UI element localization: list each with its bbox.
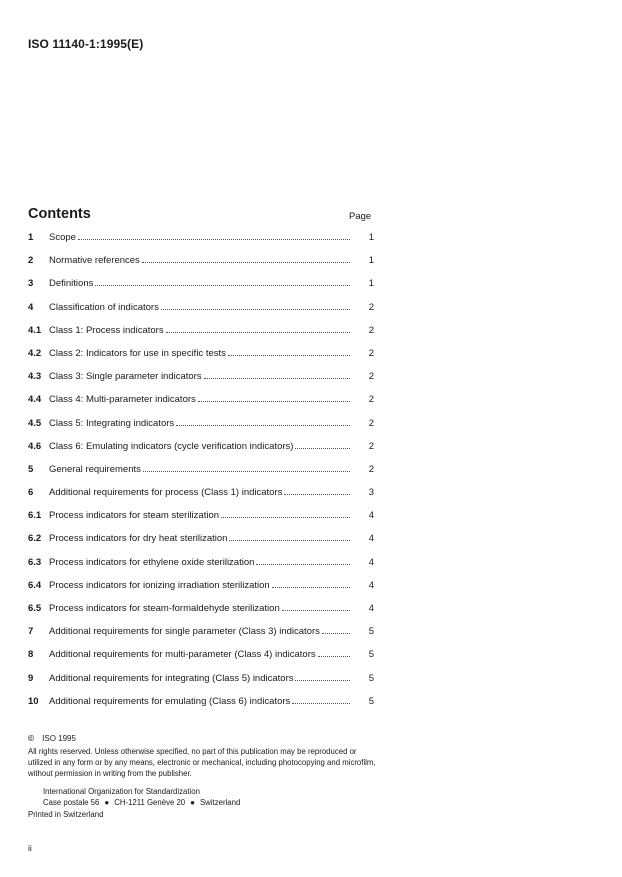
toc-entry-page: 5	[368, 695, 374, 707]
toc-entry-title: Additional requirements for emulating (Class 6) indicators	[49, 695, 291, 707]
toc-entry	[28, 649, 374, 672]
toc-entry-number: 4.1	[28, 324, 42, 336]
toc-entry-page: 5	[368, 626, 374, 638]
toc-dot-leader	[228, 355, 350, 356]
toc-entry-title: Additional requirements for single parameter (Class 3) indicators	[49, 626, 320, 638]
bullet-icon: ●	[104, 798, 110, 807]
address-city: CH-1211 Genève 20	[114, 798, 186, 807]
toc-entry	[28, 487, 374, 510]
toc-entry-number: 4.5	[28, 417, 42, 429]
toc-entry-page: 1	[368, 255, 374, 267]
toc-entry	[28, 302, 374, 325]
toc-dot-leader	[229, 540, 350, 541]
toc-entry	[28, 464, 374, 487]
toc-dot-leader	[142, 262, 350, 263]
toc-entry-title: Class 3: Single parameter indicators	[49, 371, 202, 383]
copyright-symbol: ©	[28, 734, 34, 743]
toc-entry-page: 2	[368, 324, 374, 336]
toc-entry-number: 6.5	[28, 603, 42, 614]
toc-entry-title: Additional requirements for integrating (Class 5) indicators	[49, 672, 294, 684]
organization-address	[43, 797, 240, 808]
toc-entry-page: 2	[368, 301, 374, 313]
toc-entry	[28, 441, 374, 464]
toc-entry-number: 1	[28, 232, 34, 243]
toc-dot-leader	[198, 401, 350, 402]
toc-entry-title: Normative references	[49, 255, 140, 267]
toc-dot-leader	[318, 656, 350, 657]
toc-entry-number: 10	[28, 695, 39, 707]
page-folio: ii	[28, 843, 32, 853]
toc-entry-number: 8	[28, 649, 34, 661]
toc-entry-page: 4	[368, 556, 374, 568]
toc-entry-page: 2	[368, 463, 374, 475]
toc-dot-leader	[143, 471, 350, 472]
toc-entry-page: 5	[368, 672, 374, 684]
address-country: Switzerland	[199, 798, 241, 807]
toc-dot-leader	[176, 425, 350, 426]
toc-dot-leader	[292, 703, 350, 704]
toc-entry-number: 3	[28, 278, 34, 290]
toc-entry-page: 2	[368, 417, 374, 429]
toc-entry-title: Additional requirements for process (Class 1) indicators	[49, 487, 283, 499]
toc-dot-leader	[272, 587, 350, 588]
toc-entry-number: 5	[28, 463, 34, 475]
toc-entry-title: Process indicators for ionizing irradiation sterilization	[49, 579, 270, 591]
toc-entry-page: 4	[368, 579, 374, 591]
rights-statement: All rights reserved. Unless otherwise specified, no part of this publication may be reproduced or utilized in any form or by any means, electronic or mechanical, including photocopying and microfilm, without permission in writing from the publisher.	[28, 747, 376, 778]
toc-entry-title: Process indicators for ethylene oxide sterilization	[49, 556, 255, 568]
toc-entry-title: Class 4: Multi-parameter indicators	[49, 394, 196, 406]
toc-entry	[28, 325, 374, 348]
toc-entry-page: 2	[368, 371, 374, 383]
toc-dot-leader	[221, 517, 350, 518]
toc-entry-title: Class 2: Indicators for use in specific tests	[49, 347, 226, 359]
toc-entry	[28, 278, 374, 301]
copyright-text: ISO 1995	[42, 734, 76, 743]
toc-entry	[28, 533, 374, 556]
toc-dot-leader	[295, 680, 350, 681]
toc-entry-title: Class 5: Integrating indicators	[49, 417, 175, 429]
organization-name: International Organization for Standardization	[43, 787, 200, 796]
toc-dot-leader	[322, 633, 350, 634]
toc-entry	[28, 348, 374, 371]
toc-dot-leader	[256, 564, 350, 565]
toc-entry	[28, 673, 374, 696]
toc-entry-number: 7	[28, 626, 34, 638]
toc-entry-page: 4	[368, 510, 374, 522]
toc-entry-number: 6.1	[28, 510, 42, 522]
toc-entry-page: 2	[368, 440, 374, 452]
toc-entry-page: 1	[368, 232, 374, 243]
toc-entry-title: Class 1: Process indicators	[49, 324, 164, 336]
toc-dot-leader	[284, 494, 350, 495]
toc-entry	[28, 510, 374, 533]
toc-dot-leader	[78, 239, 350, 240]
toc-entry-page: 5	[368, 649, 374, 661]
toc-entry-title: Definitions	[49, 278, 94, 290]
toc-entry-title: Process indicators for steam-formaldehyde sterilization	[49, 603, 280, 614]
toc-dot-leader	[282, 610, 350, 611]
printed-in: Printed in Switzerland	[28, 810, 104, 819]
toc-entry	[28, 557, 374, 580]
toc-dot-leader	[95, 285, 350, 286]
toc-entry-number: 6.2	[28, 533, 42, 545]
toc-entry-number: 4.3	[28, 371, 42, 383]
toc-entry-title: Scope	[49, 232, 76, 243]
toc-entry	[28, 580, 374, 603]
toc-entry-page: 2	[368, 394, 374, 406]
toc-entry-page: 2	[368, 347, 374, 359]
toc-entry	[28, 371, 374, 394]
toc-entry-number: 4.4	[28, 394, 42, 406]
toc-entry-page: 3	[368, 487, 374, 499]
toc-entry-page: 4	[368, 603, 374, 614]
toc-entry	[28, 696, 374, 719]
page-column-header: Page	[349, 211, 372, 222]
copyright-line	[28, 734, 76, 743]
toc-entry-title: Class 6: Emulating indicators (cycle verification indicators)	[49, 440, 294, 452]
toc-entry-page: 1	[368, 278, 374, 290]
toc-entry	[28, 255, 374, 278]
toc-dot-leader	[166, 332, 350, 333]
toc-entry-number: 4	[28, 301, 34, 313]
toc-dot-leader	[161, 309, 350, 310]
toc-dot-leader	[204, 378, 350, 379]
toc-entry-page: 4	[368, 533, 374, 545]
table-of-contents	[28, 232, 374, 719]
toc-entry-title: Process indicators for dry heat sterilization	[49, 533, 228, 545]
toc-entry-title: Additional requirements for multi-parameter (Class 4) indicators	[49, 649, 316, 661]
bullet-icon: ●	[190, 798, 195, 807]
toc-entry-title: General requirements	[49, 463, 141, 475]
address-postbox: Case postale 56	[43, 798, 100, 807]
toc-entry-number: 6	[28, 487, 34, 499]
toc-entry	[28, 232, 374, 255]
toc-entry-title: Process indicators for steam sterilization	[49, 510, 220, 522]
document-id: ISO 11140-1:1995(E)	[28, 37, 144, 51]
toc-entry-number: 2	[28, 255, 34, 267]
toc-entry	[28, 626, 374, 649]
toc-entry-number: 4.2	[28, 347, 42, 359]
toc-entry	[28, 418, 374, 441]
toc-entry-number: 4.6	[28, 440, 42, 452]
contents-title: Contents	[28, 206, 91, 222]
toc-entry-number: 6.4	[28, 579, 42, 591]
toc-entry	[28, 603, 374, 626]
toc-entry-number: 9	[28, 672, 34, 684]
organization-block	[43, 786, 240, 808]
toc-dot-leader	[295, 448, 350, 449]
toc-entry	[28, 394, 374, 417]
toc-entry-number: 6.3	[28, 556, 42, 568]
toc-entry-title: Classification of indicators	[49, 301, 159, 313]
